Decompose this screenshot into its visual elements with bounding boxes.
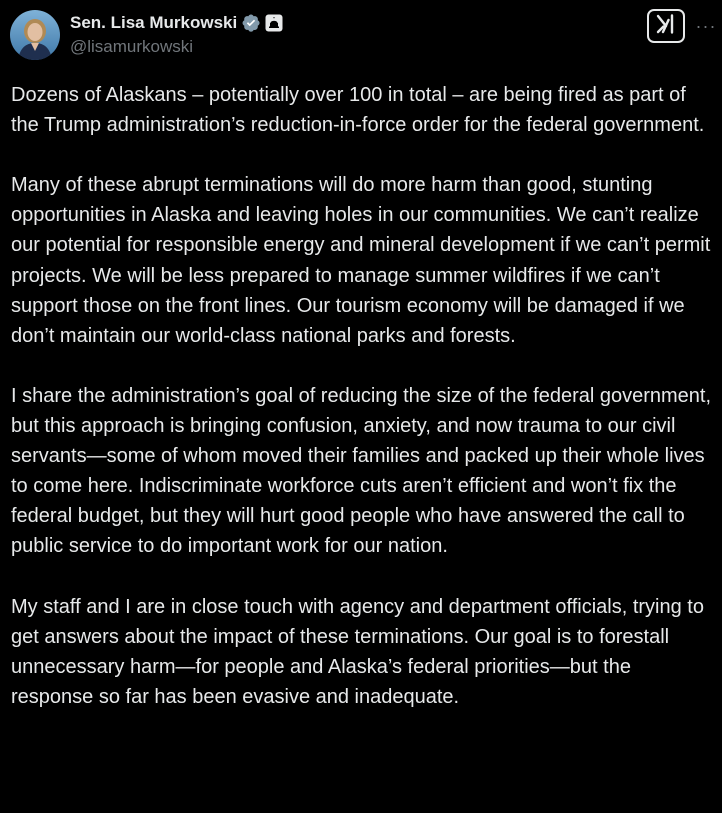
more-options-button[interactable]: [694, 14, 718, 38]
verified-badge-icon[interactable]: [241, 13, 261, 33]
tweet-paragraph: Many of these abrupt terminations will do more harm than good, stunting opportunities in Alaska and leaving holes in our communities. We can’t realize our potential for responsible energy and mineral development if we can’t permit projects. We will be less prepared to manage summer wildfires if we can’t support those on the front lines. Our tourism economy will be damaged if we don’t maintain our world-class national parks and forests.: [11, 174, 711, 347]
display-name[interactable]: Sen. Lisa Murkowski: [70, 13, 238, 32]
author-info: [70, 12, 283, 57]
avatar[interactable]: [10, 10, 60, 60]
more-dots-icon: ···: [695, 15, 717, 36]
tweet-paragraph: I share the administration’s goal of reducing the size of the federal government, but this approach is bringing confusion, anxiety, and now trauma to our civil servants—some of whom moved their families and packed up their whole lives to come here. Indiscriminate workforce cuts aren’t efficient and won’t fix the federal budget, but they will hurt good people who have answered the call to public service to do important work for our nation.: [11, 384, 712, 558]
grok-icon: [655, 13, 677, 40]
handle[interactable]: @lisamurkowski: [70, 37, 194, 56]
tweet-text: [11, 80, 717, 712]
name-row: [70, 12, 283, 34]
tweet-paragraph: My staff and I are in close touch with agency and department officials, trying to get answers about the impact of these terminations. Our goal is to forestall unnecessary harm—for people and Alaska’s federal priorities—but the response so far has been evasive and inadequate.: [11, 595, 704, 708]
government-capitol-icon[interactable]: [265, 14, 283, 32]
grok-button[interactable]: [647, 9, 685, 43]
tweet-paragraph: Dozens of Alaskans – potentially over 100 in total – are being fired as part of the Trump administration’s reduction-in-force order for the federal government.: [11, 84, 705, 137]
